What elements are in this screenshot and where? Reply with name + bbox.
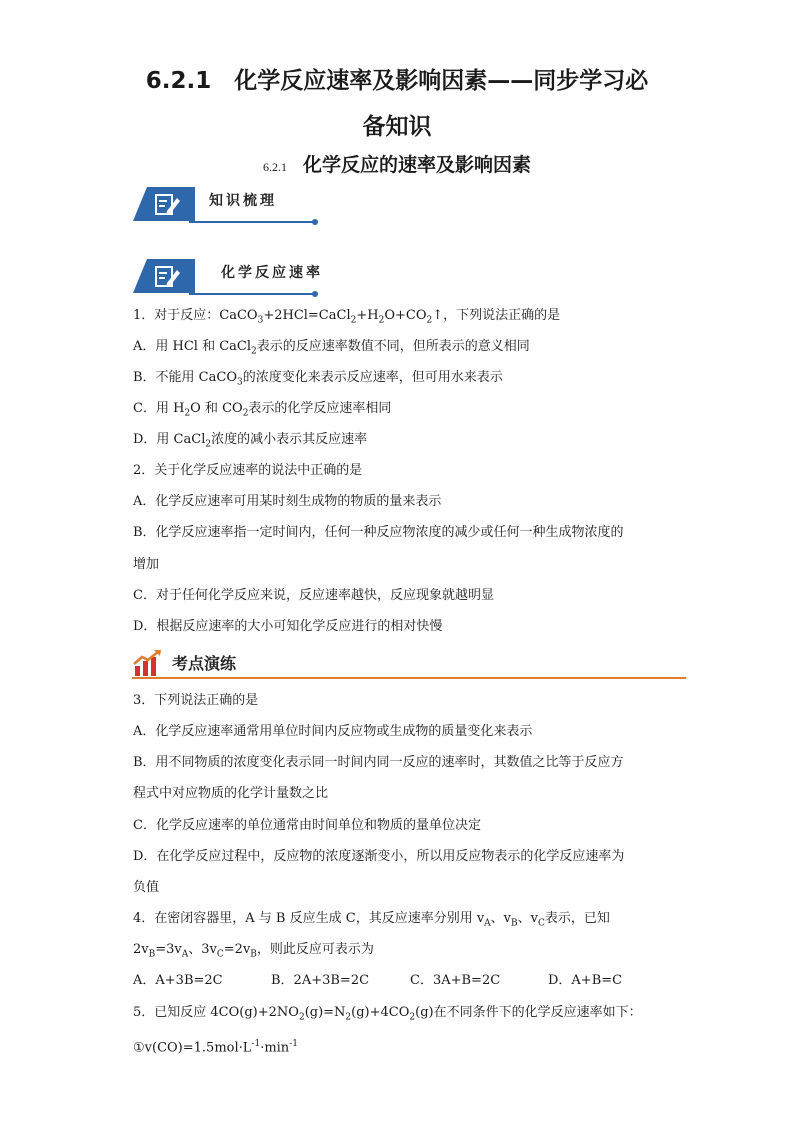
q2-option-b-line-2: 增加 bbox=[133, 557, 160, 572]
banner-label: 考点演练 bbox=[172, 654, 237, 673]
q2-option-a: A．化学反应速率可用某时刻生成物的物质的量来表示 bbox=[133, 494, 442, 509]
subtitle-text: 化学反应的速率及影响因素 bbox=[302, 154, 531, 176]
banner-rate bbox=[133, 259, 323, 295]
q3-option-b-line-1: B．用不同物质的浓度变化表示同一时间内同一反应的速率时，其数值之比等于反应方 bbox=[133, 755, 624, 770]
subscript: 2 bbox=[298, 1012, 305, 1023]
subscript: 2 bbox=[205, 439, 212, 450]
text-run: 、v bbox=[517, 911, 539, 926]
q3-stem: 3．下列说法正确的是 bbox=[133, 693, 259, 708]
text-run: (g)=N bbox=[304, 1005, 346, 1020]
text-run: 2v bbox=[133, 942, 149, 957]
page-title-line-2: 备知识 bbox=[362, 114, 432, 140]
subscript: 2 bbox=[409, 1012, 416, 1023]
q2-stem: 2．关于化学反应速率的说法中正确的是 bbox=[133, 463, 363, 478]
text-run: =2v bbox=[223, 942, 251, 957]
q1-option-c bbox=[133, 399, 391, 424]
text-run: 、v bbox=[490, 911, 512, 926]
subscript: A bbox=[484, 918, 491, 929]
text-run: ·min bbox=[260, 1040, 290, 1056]
subscript: A bbox=[181, 949, 189, 960]
subscript: 3 bbox=[257, 315, 264, 326]
banner-practice bbox=[132, 648, 686, 680]
subscript: 2 bbox=[378, 315, 385, 326]
text-run: ，则此反应可表示为 bbox=[256, 942, 374, 957]
subtitle-number: 6.2.1 bbox=[262, 160, 287, 174]
q1-option-a bbox=[133, 337, 530, 362]
text-run: 、3v bbox=[188, 942, 217, 957]
text-run: 表示的反应速率数值不同，但所表示的意义相同 bbox=[256, 339, 530, 354]
subscript: C bbox=[538, 918, 545, 929]
q2-option-c: C．对于任何化学反应来说，反应速率越快，反应现象就越明显 bbox=[133, 588, 494, 603]
bar-chart-trend-icon bbox=[132, 648, 164, 678]
item-number: ① bbox=[133, 1040, 145, 1056]
q4-option-a: A．A+3B=2C bbox=[133, 973, 223, 988]
banner-rule bbox=[189, 293, 313, 295]
q5-item-1 bbox=[133, 1034, 298, 1058]
subscript: C bbox=[216, 949, 224, 960]
subscript: 2 bbox=[350, 315, 357, 326]
q4-condition bbox=[133, 940, 374, 965]
text-run: B．不能用 CaCO bbox=[133, 370, 237, 385]
q1-stem bbox=[133, 306, 560, 331]
banner-rule bbox=[189, 221, 313, 223]
subscript: 2 bbox=[184, 408, 191, 419]
text-run: +H bbox=[356, 308, 379, 323]
banner-tab bbox=[133, 187, 195, 221]
text-run: 4．在密闭容器里，A 与 B 反应生成 C，其反应速率分别用 v bbox=[133, 911, 485, 926]
subscript: 2 bbox=[242, 408, 249, 419]
text-run: 表示，已知 bbox=[544, 911, 610, 926]
text-run: ↑，下列说法正确的是 bbox=[432, 308, 561, 323]
text-run: 浓度的减小表示其反应速率 bbox=[211, 432, 368, 447]
q5-stem bbox=[133, 1003, 642, 1028]
q2-option-d: D．根据反应速率的大小可知化学反应进行的相对快慢 bbox=[133, 619, 443, 634]
q4-option-d: D．A+B=C bbox=[548, 973, 623, 988]
q1-option-d bbox=[133, 430, 367, 455]
banner-label: 化学反应速率 bbox=[221, 265, 323, 281]
section-subtitle bbox=[0, 150, 794, 177]
q3-option-c: C．化学反应速率的单位通常由时间单位和物质的量单位决定 bbox=[133, 818, 481, 833]
text-run: O 和 CO bbox=[190, 401, 243, 416]
text-run: 的浓度变化来表示反应速率，但可用水来表示 bbox=[242, 370, 503, 385]
q3-option-a: A．化学反应速率通常用单位时间内反应物或生成物的质量变化来表示 bbox=[133, 724, 533, 739]
q4-option-c: C．3A+B=2C bbox=[410, 973, 501, 988]
text-run: =3v bbox=[155, 942, 182, 957]
subscript: 2 bbox=[345, 1012, 352, 1023]
text-run: +2HCl=CaCl bbox=[263, 308, 351, 323]
text-run: (g)在不同条件下的化学反应速率如下： bbox=[415, 1005, 642, 1020]
text-run: 表示的化学反应速率相同 bbox=[248, 401, 392, 416]
text-run: (g)+4CO bbox=[351, 1005, 410, 1020]
q3-option-d-line-1: D．在化学反应过程中，反应物的浓度逐渐变小，所以用反应物表示的化学反应速率为 bbox=[133, 849, 625, 864]
subscript: 2 bbox=[251, 346, 257, 357]
pencil-notes-icon bbox=[155, 264, 181, 288]
banner-label: 知识梳理 bbox=[209, 193, 277, 209]
q4-option-b: B．2A+3B=2C bbox=[271, 973, 370, 988]
banner-tab bbox=[133, 259, 195, 293]
banner-knowledge bbox=[133, 187, 323, 223]
subscript: 3 bbox=[237, 377, 243, 388]
text-run: A．用 HCl 和 CaCl bbox=[133, 339, 252, 354]
text-run: C．用 H bbox=[133, 401, 185, 416]
subscript: B bbox=[250, 949, 257, 960]
page-title-line-1: 6.2.1 化学反应速率及影响因素——同步学习必 bbox=[145, 68, 649, 94]
q2-option-b-line-1: B．化学反应速率指一定时间内，任何一种反应物浓度的减少或任何一种生成物浓度的 bbox=[133, 525, 624, 540]
superscript: -1 bbox=[251, 1039, 261, 1049]
text-run: 5．已知反应 4CO(g)+2NO bbox=[133, 1005, 299, 1020]
subscript: B bbox=[511, 918, 518, 929]
text-run: O+CO bbox=[384, 308, 427, 323]
banner-rule bbox=[132, 677, 686, 679]
superscript: -1 bbox=[289, 1039, 298, 1049]
text-run: D．用 CaCl bbox=[133, 432, 206, 447]
subscript: 2 bbox=[426, 315, 433, 326]
q3-option-d-line-2: 负值 bbox=[133, 880, 160, 895]
pencil-notes-icon bbox=[155, 192, 181, 216]
q4-stem bbox=[133, 909, 610, 934]
subscript: B bbox=[148, 949, 156, 960]
q1-option-b bbox=[133, 368, 503, 393]
q3-option-b-line-2: 程式中对应物质的化学计量数之比 bbox=[133, 786, 329, 801]
text-run: v(CO)=1.5mol·L bbox=[144, 1040, 252, 1056]
text-run: 1．对于反应：CaCO bbox=[133, 308, 258, 323]
